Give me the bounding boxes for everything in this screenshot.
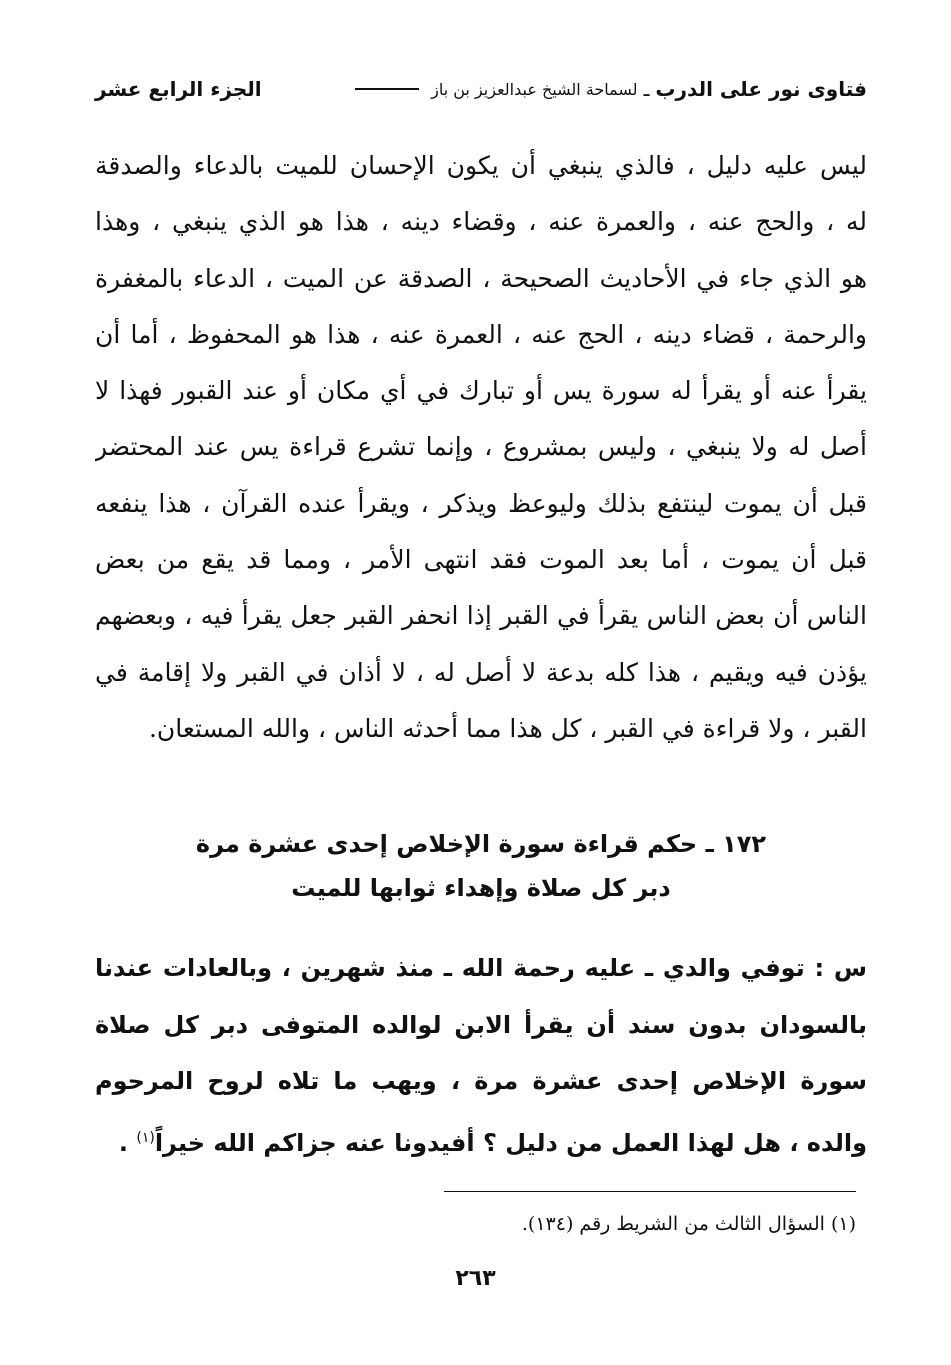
page-number: ٢٦٣: [455, 1266, 496, 1291]
author-name: لسماحة الشيخ عبدالعزيز بن باز: [431, 79, 638, 99]
question-last-text: والده ، هل لهذا العمل من دليل ؟ أفيدونا عنه جزاكم الله خيراً: [154, 1128, 867, 1157]
body-line: هو الذي جاء في الأحاديث الصحيحة ، الصدقة عن الميت ، الدعاء بالمغفرة: [95, 263, 867, 293]
book-title: فتاوى نور على الدرب: [655, 77, 867, 101]
question-line: س : توفي والدي ـ عليه رحمة الله ـ منذ شهرين ، وبالعادات عندنا: [95, 954, 867, 982]
heading-line-1: ١٧٢ ـ حكم قراءة سورة الإخلاص إحدى عشرة مرة: [195, 830, 767, 858]
question-line: سورة الإخلاص إحدى عشرة مرة ، ويهب ما تلاه لروح المرحوم: [95, 1067, 867, 1095]
body-line: له ، والحج عنه ، والعمرة عنه ، وقضاء دينه ، هذا هو الذي ينبغي ، وهذا: [95, 207, 867, 237]
body-line: أصل له ولا ينبغي ، وليس بمشروع ، وإنما تشرع قراءة يس عند المحتضر: [95, 432, 867, 462]
header-dash: ـ: [643, 77, 650, 101]
heading-line-2: دبر كل صلاة وإهداء ثوابها للميت: [291, 874, 671, 902]
running-header-title-group: [349, 77, 867, 101]
header-rule: [355, 88, 419, 90]
body-line: يقرأ عنه أو يقرأ له سورة يس أو تبارك في أي مكان أو عند القبور فهذا لا: [95, 376, 867, 406]
volume-label: الجزء الرابع عشر: [95, 77, 262, 101]
body-line: والرحمة ، قضاء دينه ، الحج عنه ، العمرة عنه ، هذا هو المحفوظ ، أما أن: [95, 319, 867, 349]
footnote-reference: (١): [136, 1129, 155, 1146]
body-line: الناس أن بعض الناس يقرأ في القبر إذا انحفر القبر جعل يقرأ فيه ، وبعضهم: [95, 601, 867, 631]
question-line-final: [95, 1110, 867, 1167]
question-line: بالسودان بدون سند أن يقرأ الابن لوالده المتوفى دبر كل صلاة: [95, 1010, 867, 1039]
question-end-mark: .: [118, 1128, 128, 1157]
footnote-divider: [444, 1191, 856, 1192]
body-line: ليس عليه دليل ، فالذي ينبغي أن يكون الإحسان للميت بالدعاء والصدقة: [95, 151, 867, 180]
body-line-final: القبر ، ولا قراءة في القبر ، كل هذا مما أحدثه الناس ، والله المستعان.: [148, 713, 867, 743]
body-line: قبل أن يموت ، أما بعد الموت فقد انتهى الأمر ، ومما قد يقع من بعض: [95, 545, 867, 575]
running-header: [95, 72, 867, 106]
answer-body-text: [95, 138, 867, 757]
fatwa-heading: [95, 822, 867, 910]
footnote: (١) السؤال الثالث من الشريط رقم (١٣٤).: [521, 1213, 856, 1235]
body-line: يؤذن فيه ويقيم ، هذا كله بدعة لا أصل له ، لا أذان في القبر ولا إقامة في: [95, 657, 867, 687]
question-block: [95, 940, 867, 1166]
body-line: قبل أن يموت لينتفع بذلك وليوعظ ويذكر ، ويقرأ عنده القرآن ، هذا ينفعه: [95, 488, 867, 518]
